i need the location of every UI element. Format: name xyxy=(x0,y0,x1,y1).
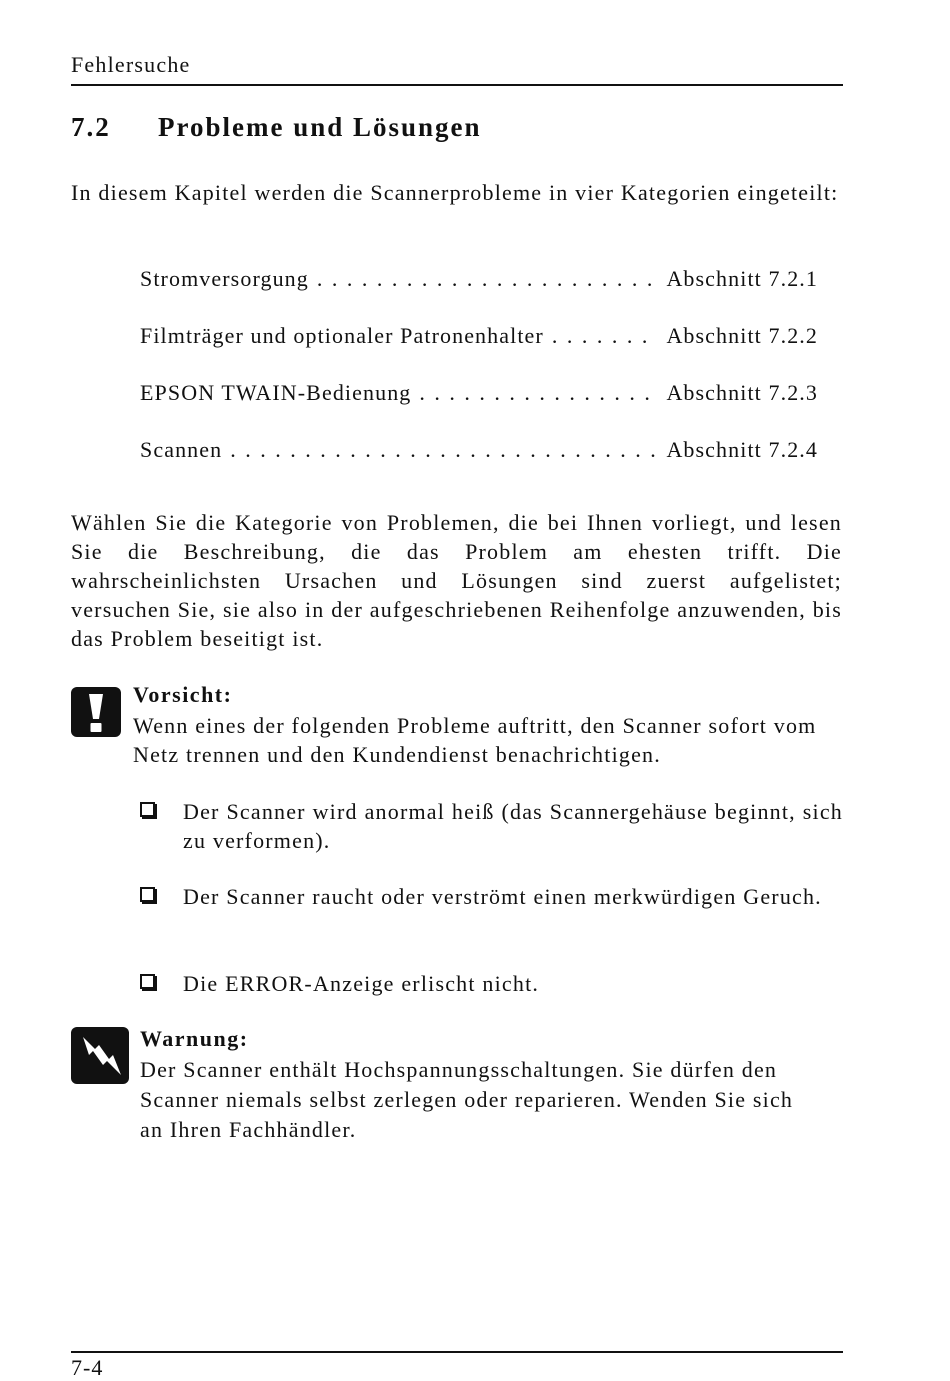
caution-bullet xyxy=(140,882,843,942)
caution-bullet-text: Der Scanner wird anormal heiß (das Scannergehäuse beginnt, sich zu verformen). xyxy=(183,799,843,853)
caution-bullet-text: Der Scanner raucht oder verströmt einen merkwürdigen Geruch. xyxy=(183,884,822,909)
toc-leader-dots xyxy=(419,380,658,406)
lightning-icon xyxy=(71,1027,129,1084)
section-title: Probleme und Lösungen xyxy=(158,112,482,142)
toc-entry-ref: Abschnitt 7.2.4 xyxy=(658,437,818,463)
toc-entry-name: Filmträger und optionaler Patronenhalter xyxy=(140,323,544,348)
toc-entry-name: Stromversorgung xyxy=(140,266,309,291)
toc-entry xyxy=(140,437,818,463)
toc-entry xyxy=(140,266,818,292)
checkbox-bullet-icon xyxy=(140,974,155,989)
instructions-paragraph: Wählen Sie die Kategorie von Problemen, die bei Ihnen vorliegt, und lesen Sie die Beschreibung, die das Problem am ehesten trifft. Die wahrscheinlichsten Ursachen und Lösungen sind zuerst aufgelistet; versuchen Sie, sie also in der aufgeschriebenen Reihenfolge anzuwenden, bis das Problem beseitigt ist. xyxy=(71,510,842,651)
toc-entry-ref: Abschnitt 7.2.2 xyxy=(658,323,818,349)
footer-rule xyxy=(71,1351,843,1353)
caution-text: Wenn eines der folgenden Probleme auftritt, den Scanner sofort vom Netz trennen und den Kundendienst benachrichtigen. xyxy=(133,713,817,767)
toc-entry-name: Scannen xyxy=(140,437,223,462)
page-number: 7-4 xyxy=(71,1355,104,1380)
checkbox-bullet-icon xyxy=(140,802,155,817)
toc-entry-ref: Abschnitt 7.2.1 xyxy=(658,266,818,292)
caution-bullet xyxy=(140,969,843,999)
warning-text: Der Scanner enthält Hochspannungsschaltungen. Sie dürfen den Scanner niemals selbst zerlegen oder reparieren. Wenden Sie sich an Ihren Fachhändler. xyxy=(140,1057,794,1142)
exclamation-icon xyxy=(71,687,121,737)
section-heading xyxy=(71,112,482,143)
checkbox-bullet-icon xyxy=(140,887,155,902)
warning-heading: Warnung: xyxy=(140,1026,249,1051)
toc-entry-name: EPSON TWAIN-Bedienung xyxy=(140,380,412,405)
toc-leader-dots xyxy=(317,266,659,292)
toc-entry xyxy=(140,323,818,349)
caution-heading: Vorsicht: xyxy=(133,682,233,707)
section-number: 7.2 xyxy=(71,112,111,142)
running-header: Fehlersuche xyxy=(71,52,191,77)
toc-leader-dots xyxy=(230,437,658,463)
toc-leader-dots xyxy=(552,323,659,349)
toc-entry xyxy=(140,380,818,406)
toc-entry-ref: Abschnitt 7.2.3 xyxy=(658,380,818,406)
intro-paragraph: In diesem Kapitel werden die Scannerprobleme in vier Kategorien eingeteilt: xyxy=(71,180,839,205)
caution-bullet-text: Die ERROR-Anzeige erlischt nicht. xyxy=(183,971,540,996)
caution-bullet xyxy=(140,797,843,857)
header-rule xyxy=(71,84,843,86)
